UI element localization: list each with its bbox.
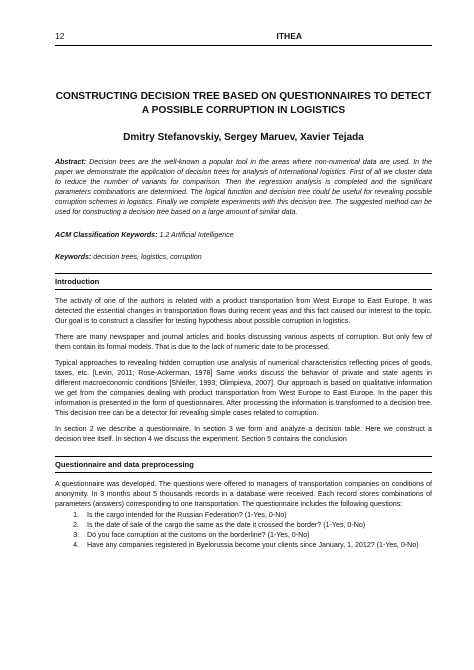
section-heading-introduction: Introduction [55, 273, 432, 290]
keywords-label: Keywords: [55, 253, 92, 261]
section-heading-questionnaire: Questionnaire and data preprocessing [55, 456, 432, 473]
page-number: 12 [55, 31, 65, 41]
abstract [55, 157, 432, 217]
intro-paragraph: In section 2 we describe a questionnaire. In section 3 we form and analyze a decision table. Here we construct a decision tree itself. In section 4 we discuss the experiment. Section 5 contains the conclusion [55, 425, 432, 443]
abstract-label: Abstract: [55, 158, 87, 166]
questionnaire-paragraph: A questionnaire was developed. The questions were offered to managers of transportation companies on conditions of anonymity. In 3 months about 5 thousands records in a database were received. Each record stores combinations of parameters (answers) corresponding to one transportation. The questionnaire includes the following questions: [55, 480, 432, 508]
question-list [55, 510, 432, 550]
list-item: 3. Do you face corruption at the customs on the borderline? (1-Yes, 0-No) [81, 530, 432, 540]
list-item: 2. Is the date of sale of the cargo the same as the date it crossed the border? (1-Yes, 0-No) [81, 520, 432, 530]
intro-paragraph: Typical approaches to revealing hidden corruption use analysis of numerical characteristics reflecting prices of goods, taxes, etc. [Levin, 2011; Rose-Ackerman, 1978] Same works discuss the behavior of private and state agents in different macroeconomic conditions [Shleifer, 1993; Olimpieva, 2007]. Our approach is based on qualitative information we get from the companies dealing with product transportation from West Europe to East Europe. In the paper this information is presented in the form of questionnaires. After processing the information is transformed to a decision tree. This decision tree can be a detector for revealing simple cases related to corruption. [55, 359, 432, 417]
list-item: 1. Is the cargo intended for the Russian Federation? (1-Yes, 0-No) [81, 510, 432, 520]
paper-title: CONSTRUCTING DECISION TREE BASED ON QUESTIONNAIRES TO DETECT A POSSIBLE CORRUPTION IN LOGISTICS [55, 91, 432, 116]
intro-paragraph: The activity of one of the authors is related with a product transportation from West Europe to East Europe. It was detected the essential changes in transportation flows during recent yeas and this fact caused our interest to the topic. Our goal is to construct a classifier for testing hypothesis about possible corruption in logistics. [55, 297, 432, 325]
intro-paragraph: There are many newspaper and journal articles and books discussing various aspects of corruption. But only few of them contain its formal models. That is due to the lack of numeric date to be processed. [55, 333, 432, 351]
acm-label: ACM Classification Keywords: [55, 231, 158, 239]
keywords-text: decision trees, logistics, corruption [93, 253, 202, 261]
acm-text: 1.2 Artificial Intelligence [159, 231, 234, 239]
abstract-text: Decision trees are the well-known a popular tool in the areas where non-numerical data are used. In the paper we demonstrate the application of decision trees for analysis of International logistics. First of all we cluster data to reduce the number of variants for comparison. Then the regression analysis is completed and the significant parameters combinations are determined. The logical function and decision tree could be useful for revealing possible corruption schemes in logistics. Finally we complete experiments with this decision tree. The suggested method can be used for constructing a decision tree based on a large amount of similar data. [55, 158, 432, 216]
keywords [55, 253, 432, 261]
running-header [55, 0, 432, 46]
paper-authors: Dmitry Stefanovskiy, Sergey Maruev, Xavier Tejada [123, 132, 364, 143]
list-item: 4. Have any companies registered in Byelorussia become your clients since January, 1, 2012? (1-Yes, 0-No) [81, 540, 432, 550]
journal-name: ITHEA [276, 31, 302, 41]
acm-classification [55, 231, 432, 239]
